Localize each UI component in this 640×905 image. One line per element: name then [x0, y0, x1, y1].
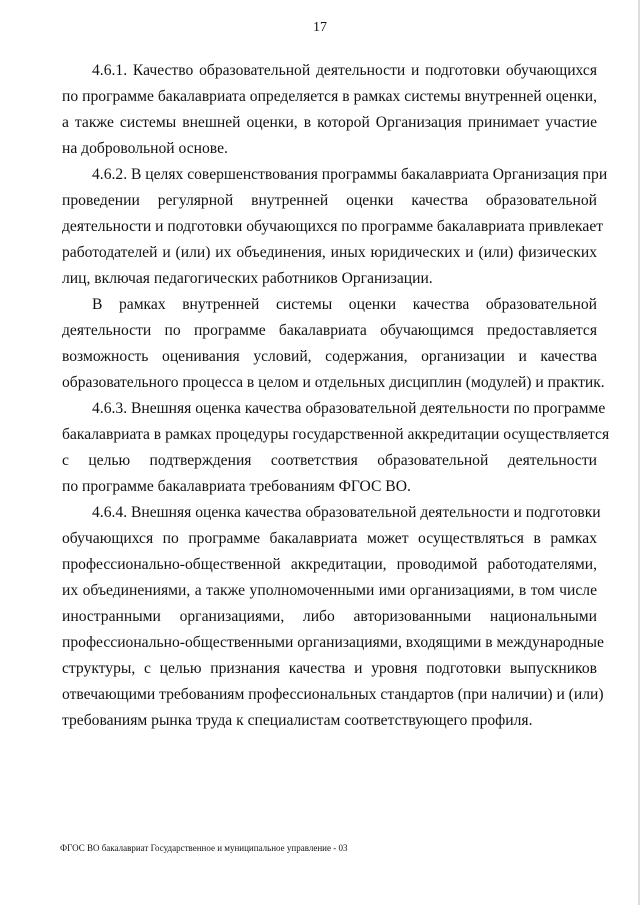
- text-line: структуры, с целью признания качества и уровня подготовки выпускников: [62, 660, 597, 677]
- text-line: 4.6.4. Внешняя оценка качества образовательной деятельности и подготовки: [92, 504, 601, 521]
- text-line: а также системы внешней оценки, в которой Организация принимает участие: [62, 114, 597, 131]
- page-footer: ФГОС ВО бакалавриат Государственное и муниципальное управление - 03: [60, 843, 348, 853]
- text-line: деятельности по программе бакалавриата обучающимся предоставляется: [62, 322, 597, 339]
- text-line: лиц, включая педагогических работников Организации.: [62, 270, 433, 287]
- text-line: 4.6.2. В целях совершенствования программы бакалавриата Организация при: [92, 166, 608, 183]
- paragraph: [62, 396, 610, 500]
- text-line: 4.6.1. Качество образовательной деятельности и подготовки обучающихся: [92, 62, 597, 79]
- text-line: 4.6.3. Внешняя оценка качества образовательной деятельности по программе: [92, 400, 606, 417]
- paragraph: [62, 500, 604, 734]
- paragraph: [62, 162, 608, 292]
- text-line: проведении регулярной внутренней оценки качества образовательной: [62, 192, 597, 209]
- text-line: возможность оценивания условий, содержания, организации и качества: [62, 348, 597, 365]
- text-line: их объединениями, а также уполномоченными ими организациями, в том числе: [62, 582, 597, 599]
- text-line: образовательного процесса в целом и отдельных дисциплин (модулей) и практик.: [62, 374, 605, 391]
- text-line: на добровольной основе.: [62, 140, 228, 157]
- text-line: В рамках внутренней системы оценки качества образовательной: [92, 296, 597, 313]
- text-line: профессионально-общественной аккредитации, проводимой работодателями,: [62, 556, 597, 573]
- paragraph: [62, 58, 597, 162]
- text-line: по программе бакалавриата требованиям ФГОС ВО.: [62, 478, 411, 495]
- text-line: работодателей и (или) их объединения, иных юридических и (или) физических: [62, 244, 597, 261]
- text-line: иностранными организациями, либо авторизованными национальными: [62, 608, 597, 625]
- text-line: с целью подтверждения соответствия образовательной деятельности: [62, 452, 597, 469]
- text-line: требованиям рынка труда к специалистам соответствующего профиля.: [62, 712, 533, 729]
- text-line: отвечающими требованиям профессиональных стандартов (при наличии) и (или): [62, 686, 604, 703]
- page-number: 17: [313, 20, 327, 35]
- text-line: обучающихся по программе бакалавриата может осуществляться в рамках: [62, 530, 597, 547]
- document-body: [62, 58, 610, 734]
- text-line: профессионально-общественными организациями, входящими в международные: [62, 634, 604, 651]
- text-line: по программе бакалавриата определяется в рамках системы внутренней оценки,: [62, 88, 597, 105]
- text-line: бакалавриата в рамках процедуры государственной аккредитации осуществляется: [62, 426, 610, 443]
- paragraph: [62, 292, 605, 396]
- text-line: деятельности и подготовки обучающихся по программе бакалавриата привлекает: [62, 218, 604, 235]
